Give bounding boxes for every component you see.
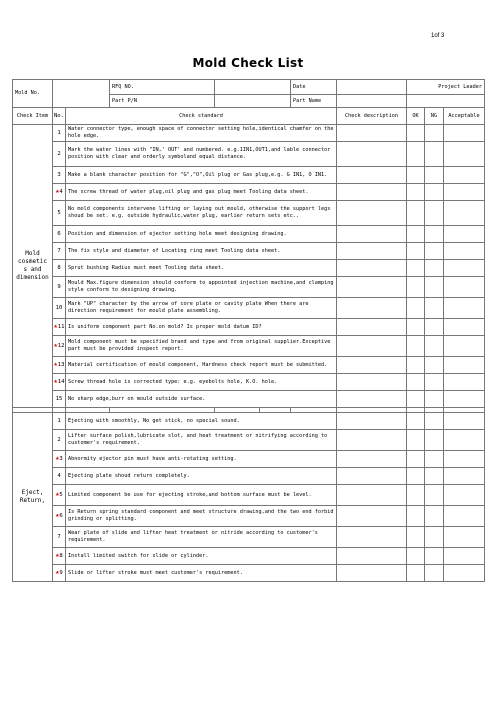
- check-standard-text: Sprut bushing Radius must meet Tooling data sheet.: [66, 260, 337, 277]
- table-row: [13, 565, 485, 582]
- ok-cell[interactable]: [407, 548, 425, 565]
- ng-cell[interactable]: [425, 260, 444, 277]
- ng-cell[interactable]: [425, 142, 444, 167]
- check-description-cell[interactable]: [337, 260, 407, 277]
- check-standard-text: Install limited switch for slide or cylinder.: [66, 548, 337, 565]
- row-number-text: 7: [57, 247, 61, 254]
- check-description-cell[interactable]: [337, 184, 407, 201]
- ok-cell[interactable]: [407, 485, 425, 506]
- check-standard-text: The fix style and diameter of Locating ring meet Tooling data sheet.: [66, 243, 337, 260]
- check-description-cell[interactable]: [337, 357, 407, 374]
- ok-cell[interactable]: [407, 451, 425, 468]
- ng-cell[interactable]: [425, 391, 444, 408]
- row-number: [53, 468, 66, 485]
- row-number: [53, 277, 66, 298]
- ok-cell[interactable]: [407, 506, 425, 527]
- star-icon: ★: [55, 511, 60, 519]
- acceptable-cell[interactable]: [444, 226, 485, 243]
- acceptable-cell[interactable]: [444, 468, 485, 485]
- row-number-text: 6: [57, 230, 61, 237]
- star-icon: ★: [53, 377, 58, 385]
- check-description-cell[interactable]: [337, 485, 407, 506]
- row-number: [53, 167, 66, 184]
- row-number-text: 4: [59, 189, 63, 195]
- row-number-text: 15: [55, 395, 63, 402]
- table-row: [13, 485, 485, 506]
- row-number: [53, 357, 66, 374]
- table-row: [13, 527, 485, 548]
- row-number-text: 3: [57, 171, 61, 178]
- ng-cell[interactable]: [425, 336, 444, 357]
- acceptable-cell[interactable]: [444, 336, 485, 357]
- ok-cell[interactable]: [407, 391, 425, 408]
- check-description-cell[interactable]: [337, 336, 407, 357]
- ok-cell[interactable]: [407, 226, 425, 243]
- col-check-item: Check Item: [13, 108, 53, 125]
- col-ng: NG: [425, 108, 444, 125]
- ok-cell[interactable]: [407, 167, 425, 184]
- ng-cell[interactable]: [425, 201, 444, 226]
- check-standard-text: Position and dimension of ejector setting hole meet designing drawing.: [66, 226, 337, 243]
- acceptable-cell[interactable]: [444, 319, 485, 336]
- check-standard-text: Slide or lifter stroke must meet customer's requirement.: [66, 565, 337, 582]
- acceptable-cell[interactable]: [444, 243, 485, 260]
- table-row: [13, 391, 485, 408]
- check-description-cell[interactable]: [337, 451, 407, 468]
- row-number-text: 8: [59, 553, 63, 559]
- row-number: [53, 319, 66, 336]
- ng-cell[interactable]: [425, 277, 444, 298]
- ng-cell[interactable]: [425, 184, 444, 201]
- ng-cell[interactable]: [425, 468, 444, 485]
- table-row: [13, 357, 485, 374]
- row-number: [53, 260, 66, 277]
- table-row: [13, 336, 485, 357]
- ng-cell[interactable]: [425, 357, 444, 374]
- check-standard-text: Mark "UP" character by the arrow of core plate or cavity plate When there are direction requirement for mould plate assembling.: [66, 298, 337, 319]
- star-icon: ★: [55, 187, 60, 195]
- acceptable-cell[interactable]: [444, 430, 485, 451]
- check-description-cell[interactable]: [337, 527, 407, 548]
- mold-no-value[interactable]: [53, 80, 110, 108]
- check-standard-text: Ejecting plate shoud return completely.: [66, 468, 337, 485]
- ng-cell[interactable]: [425, 430, 444, 451]
- check-standard-text: Screw thread hole is corrected type: e.g. eyebolts hole, K.O. hole.: [66, 374, 337, 391]
- row-number-text: 7: [57, 533, 61, 540]
- ok-cell[interactable]: [407, 142, 425, 167]
- check-description-cell[interactable]: [337, 374, 407, 391]
- ok-cell[interactable]: [407, 298, 425, 319]
- project-leader-value[interactable]: [407, 95, 485, 108]
- check-standard-text: No mold components intervene lifting or laying out mould, otherwise the support legs shoud be set. e.g. outside hydraulic,water plug, earlier return sets etc..: [66, 201, 337, 226]
- check-standard-text: Mold component must be specified brand and type and from original supplier.Exceptive part must be provided inspect report.: [66, 336, 337, 357]
- acceptable-cell[interactable]: [444, 184, 485, 201]
- row-number-text: 2: [57, 150, 61, 157]
- ng-cell[interactable]: [425, 226, 444, 243]
- check-standard-text: Limited component be use for ejecting stroke,and bottom surface must be level.: [66, 485, 337, 506]
- section1-label: Mold cosmetic s and dimension: [13, 125, 53, 408]
- row-number: [53, 201, 66, 226]
- ok-cell[interactable]: [407, 357, 425, 374]
- row-number: [53, 413, 66, 430]
- acceptable-cell[interactable]: [444, 142, 485, 167]
- acceptable-cell[interactable]: [444, 357, 485, 374]
- table-row: [13, 413, 485, 430]
- check-description-cell[interactable]: [337, 506, 407, 527]
- ng-cell[interactable]: [425, 485, 444, 506]
- table-row: [13, 430, 485, 451]
- acceptable-cell[interactable]: [444, 277, 485, 298]
- ng-cell[interactable]: [425, 451, 444, 468]
- page-title: Mold Check List: [192, 56, 304, 70]
- row-number: [53, 485, 66, 506]
- star-icon: ★: [53, 322, 58, 330]
- check-description-cell[interactable]: [337, 226, 407, 243]
- table-row: [13, 167, 485, 184]
- acceptable-cell[interactable]: [444, 451, 485, 468]
- check-standard-text: The screw thread of water plug,oil plug and gas plug meet Tooling data sheet.: [66, 184, 337, 201]
- ok-cell[interactable]: [407, 201, 425, 226]
- col-no: No.: [53, 108, 66, 125]
- project-leader-label: Project Leader: [407, 80, 485, 95]
- check-description-cell[interactable]: [337, 142, 407, 167]
- acceptable-cell[interactable]: [444, 298, 485, 319]
- row-number: [53, 298, 66, 319]
- check-description-cell[interactable]: [337, 391, 407, 408]
- check-description-cell[interactable]: [337, 468, 407, 485]
- acceptable-cell[interactable]: [444, 374, 485, 391]
- table-row: [13, 298, 485, 319]
- star-icon: ★: [55, 490, 60, 498]
- ng-cell[interactable]: [425, 413, 444, 430]
- mold-no-label: Mold No.: [13, 80, 53, 108]
- acceptable-cell[interactable]: [444, 125, 485, 142]
- check-description-cell[interactable]: [337, 548, 407, 565]
- row-number: [53, 565, 66, 582]
- mold-check-table: [12, 79, 485, 582]
- row-number: [53, 184, 66, 201]
- part-name-label: Part Name: [291, 95, 337, 108]
- page-number: 1of 3: [431, 33, 445, 39]
- ok-cell[interactable]: [407, 374, 425, 391]
- table-row: [13, 260, 485, 277]
- table-row: [13, 451, 485, 468]
- star-icon: ★: [55, 454, 60, 462]
- ok-cell[interactable]: [407, 430, 425, 451]
- check-standard-text: Abnormity ejector pin must have anti-rotating setting.: [66, 451, 337, 468]
- acceptable-cell[interactable]: [444, 413, 485, 430]
- row-number-text: 10: [55, 304, 63, 311]
- check-description-cell[interactable]: [337, 413, 407, 430]
- check-standard-text: Make a blank character position for "G","O",Oil plug or Gas plug,e.g. G IN1, O IN1.: [66, 167, 337, 184]
- row-number-text: 3: [59, 456, 63, 462]
- acceptable-cell[interactable]: [444, 565, 485, 582]
- check-description-cell[interactable]: [337, 201, 407, 226]
- check-description-cell[interactable]: [337, 565, 407, 582]
- date-value[interactable]: [337, 80, 407, 95]
- ok-cell[interactable]: [407, 413, 425, 430]
- row-number: [53, 226, 66, 243]
- table-row: [13, 226, 485, 243]
- ng-cell[interactable]: [425, 527, 444, 548]
- row-number: [53, 243, 66, 260]
- row-number-text: 5: [57, 209, 61, 216]
- ng-cell[interactable]: [425, 548, 444, 565]
- row-number: [53, 527, 66, 548]
- row-number-text: 4: [57, 472, 61, 479]
- table-row: [13, 243, 485, 260]
- section2-label: Eject, Return,: [13, 413, 53, 582]
- star-icon: ★: [55, 551, 60, 559]
- check-description-cell[interactable]: [337, 167, 407, 184]
- acceptable-cell[interactable]: [444, 260, 485, 277]
- table-row: [13, 468, 485, 485]
- acceptable-cell[interactable]: [444, 485, 485, 506]
- row-number-text: 14: [57, 379, 65, 385]
- part-name-value[interactable]: [337, 95, 407, 108]
- table-row: [13, 319, 485, 336]
- part-pn-label: Part P/N: [110, 95, 215, 108]
- acceptable-cell[interactable]: [444, 548, 485, 565]
- check-description-cell[interactable]: [337, 243, 407, 260]
- check-standard-text: Is Return spring standard component and meet structure drawing,and the two end forbid grinding or splitting.: [66, 506, 337, 527]
- star-icon: ★: [53, 341, 58, 349]
- table-row: [13, 142, 485, 167]
- row-number-text: 1: [57, 417, 61, 424]
- row-number-text: 13: [57, 362, 65, 368]
- ng-cell[interactable]: [425, 298, 444, 319]
- ng-cell[interactable]: [425, 125, 444, 142]
- row-number-text: 11: [57, 324, 65, 330]
- ok-cell[interactable]: [407, 125, 425, 142]
- ng-cell[interactable]: [425, 243, 444, 260]
- check-standard-text: Is uniform component part No.on mold? Is proper mold datum ID?: [66, 319, 337, 336]
- table-row: [13, 277, 485, 298]
- check-standard-text: Water connector type, enough space of connector setting hole,identical chamfer on the hole edge.: [66, 125, 337, 142]
- row-number: [53, 374, 66, 391]
- ng-cell[interactable]: [425, 374, 444, 391]
- acceptable-cell[interactable]: [444, 506, 485, 527]
- check-description-cell[interactable]: [337, 277, 407, 298]
- check-standard-text: No sharp edge,burr on mould outside surface.: [66, 391, 337, 408]
- star-icon: ★: [53, 360, 58, 368]
- check-description-cell[interactable]: [337, 319, 407, 336]
- ok-cell[interactable]: [407, 319, 425, 336]
- check-description-cell[interactable]: [337, 125, 407, 142]
- row-number: [53, 451, 66, 468]
- check-standard-text: Wear plate of slide and lifter heat treatment or nitride according to customer's requirement.: [66, 527, 337, 548]
- row-number: [53, 548, 66, 565]
- check-description-cell[interactable]: [337, 430, 407, 451]
- ok-cell[interactable]: [407, 184, 425, 201]
- acceptable-cell[interactable]: [444, 527, 485, 548]
- row-number-text: 9: [59, 570, 63, 576]
- ng-cell[interactable]: [425, 167, 444, 184]
- check-standard-text: Material certification of mould component, Hardness check report must be submitted.: [66, 357, 337, 374]
- ok-cell[interactable]: [407, 468, 425, 485]
- acceptable-cell[interactable]: [444, 167, 485, 184]
- row-number: [53, 430, 66, 451]
- row-number-text: 8: [57, 264, 61, 271]
- star-icon: ★: [55, 568, 60, 576]
- ok-cell[interactable]: [407, 260, 425, 277]
- table-row: [13, 125, 485, 142]
- row-number: [53, 142, 66, 167]
- ok-cell[interactable]: [407, 527, 425, 548]
- row-number-text: 6: [59, 513, 63, 519]
- ok-cell[interactable]: [407, 565, 425, 582]
- table-row: [13, 201, 485, 226]
- col-ok: OK: [407, 108, 425, 125]
- ok-cell[interactable]: [407, 336, 425, 357]
- row-number-text: 1: [57, 129, 61, 136]
- table-row: [13, 184, 485, 201]
- ok-cell[interactable]: [407, 243, 425, 260]
- check-description-cell[interactable]: [337, 298, 407, 319]
- check-standard-text: Ejecting with smoothly, No get stick, no special sound.: [66, 413, 337, 430]
- check-standard-text: Lifter surface polish,lubricate slot, and heat treatment or nitrifying according to customer's requirement.: [66, 430, 337, 451]
- table-row: [13, 374, 485, 391]
- row-number-text: 2: [57, 436, 61, 443]
- ng-cell[interactable]: [425, 565, 444, 582]
- check-standard-text: Mark the water lines with "IN,' OUT' and numbered. e.g.1IN1,OUT1,and lable connector position with clear and orderly symboland equal distance.: [66, 142, 337, 167]
- row-number: [53, 336, 66, 357]
- ng-cell[interactable]: [425, 319, 444, 336]
- table-row: [13, 506, 485, 527]
- row-number-text: 12: [57, 343, 65, 349]
- row-number-text: 5: [59, 492, 63, 498]
- col-check-description: Check description: [337, 108, 407, 125]
- acceptable-cell[interactable]: [444, 391, 485, 408]
- rfq-no-label: RFQ NO.: [110, 80, 215, 95]
- ng-cell[interactable]: [425, 506, 444, 527]
- row-number: [53, 391, 66, 408]
- row-number: [53, 506, 66, 527]
- rfq-no-value[interactable]: [215, 80, 291, 95]
- col-acceptable: Acceptable: [444, 108, 485, 125]
- col-check-standard: Check standard: [66, 108, 337, 125]
- row-number-text: 9: [57, 283, 61, 290]
- check-standard-text: Mould Max.figure dimension should conform to appointed injection machine,and clamping style conform to designing drawing.: [66, 277, 337, 298]
- ok-cell[interactable]: [407, 277, 425, 298]
- part-pn-value[interactable]: [215, 95, 291, 108]
- acceptable-cell[interactable]: [444, 201, 485, 226]
- date-label: Date: [291, 80, 337, 95]
- table-row: [13, 548, 485, 565]
- row-number: [53, 125, 66, 142]
